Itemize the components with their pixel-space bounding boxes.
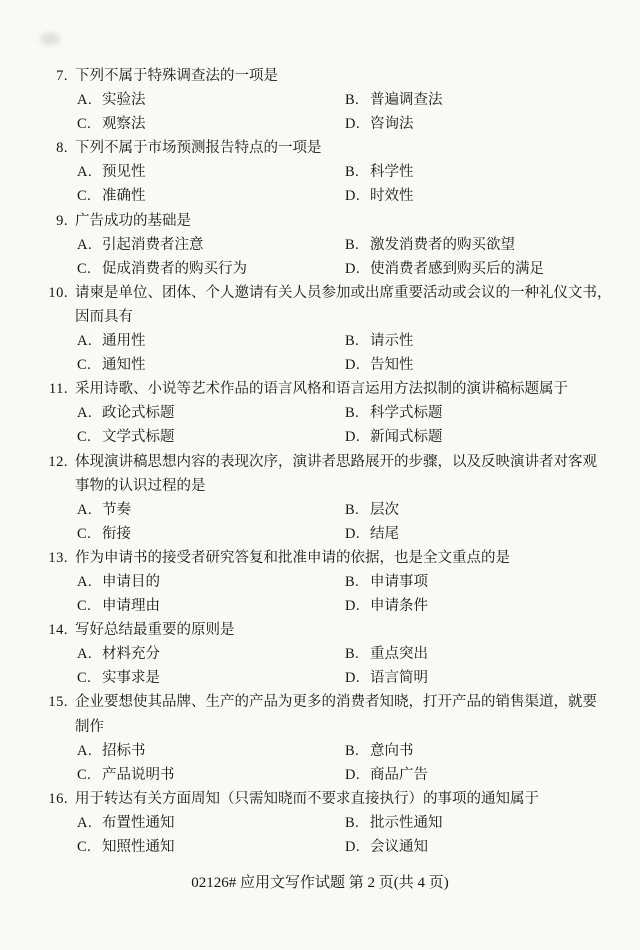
option-text: 节奏 bbox=[102, 501, 131, 518]
option-c bbox=[77, 522, 345, 546]
option-c bbox=[77, 594, 345, 618]
question-15 bbox=[42, 690, 620, 786]
option-text: 科学式标题 bbox=[370, 405, 443, 422]
question-text: 采用诗歌、小说等艺术作品的语言风格和语言运用方法拟制的演讲稿标题属于 bbox=[75, 381, 568, 398]
question-12 bbox=[42, 450, 620, 546]
question-number: 9. bbox=[56, 212, 68, 229]
option-label: A. bbox=[77, 405, 93, 422]
question-number: 13. bbox=[48, 549, 68, 566]
option-b bbox=[345, 739, 414, 763]
option-label: A. bbox=[77, 814, 93, 831]
question-text-continuation: 因而具有 bbox=[75, 308, 133, 325]
question-text: 用于转达有关方面周知（只需知晓而不要求直接执行）的事项的通知属于 bbox=[75, 790, 539, 807]
option-label: C. bbox=[77, 598, 92, 615]
question-text: 企业要想使其品牌、生产的产品为更多的消费者知晓，打开产品的销售渠道，就要 bbox=[75, 694, 597, 711]
option-label: B. bbox=[345, 333, 360, 350]
option-d bbox=[345, 835, 428, 859]
question-number: 12. bbox=[48, 453, 68, 470]
option-text: 普遍调查法 bbox=[370, 92, 443, 109]
question-text-continuation: 事物的认识过程的是 bbox=[75, 477, 206, 494]
option-label: A. bbox=[77, 236, 93, 253]
option-text: 通知性 bbox=[102, 357, 146, 374]
question-11 bbox=[42, 377, 620, 449]
option-d bbox=[345, 112, 414, 136]
question-7 bbox=[42, 64, 620, 136]
option-c bbox=[77, 353, 345, 377]
option-text: 使消费者感到购买后的满足 bbox=[370, 260, 544, 277]
option-label: A. bbox=[77, 646, 93, 663]
option-text: 衔接 bbox=[102, 525, 131, 542]
option-text: 观察法 bbox=[102, 116, 146, 133]
option-label: D. bbox=[345, 357, 361, 374]
option-label: C. bbox=[77, 357, 92, 374]
option-b bbox=[345, 498, 399, 522]
option-label: B. bbox=[345, 814, 360, 831]
option-label: B. bbox=[345, 405, 360, 422]
option-text: 招标书 bbox=[102, 742, 146, 759]
option-label: B. bbox=[345, 646, 360, 663]
option-a bbox=[77, 498, 345, 522]
option-label: C. bbox=[77, 116, 92, 133]
question-9 bbox=[42, 209, 620, 281]
question-number: 14. bbox=[48, 622, 68, 639]
question-number: 16. bbox=[48, 790, 68, 807]
option-label: D. bbox=[345, 429, 361, 446]
option-label: C. bbox=[77, 670, 92, 687]
option-a bbox=[77, 570, 345, 594]
page-footer: 02126# 应用文写作试题 第 2 页(共 4 页) bbox=[191, 875, 449, 891]
option-label: A. bbox=[77, 573, 93, 590]
option-a bbox=[77, 811, 345, 835]
option-text: 批示性通知 bbox=[370, 814, 443, 831]
option-a bbox=[77, 739, 345, 763]
option-text: 申请目的 bbox=[102, 573, 160, 590]
option-b bbox=[345, 401, 443, 425]
option-label: C. bbox=[77, 188, 92, 205]
option-a bbox=[77, 642, 345, 666]
option-text: 咨询法 bbox=[370, 116, 414, 133]
question-text: 下列不属于市场预测报告特点的一项是 bbox=[75, 140, 322, 157]
option-text: 政论式标题 bbox=[102, 405, 175, 422]
option-text: 意向书 bbox=[370, 742, 414, 759]
option-b bbox=[345, 570, 428, 594]
option-label: C. bbox=[77, 260, 92, 277]
option-label: D. bbox=[345, 188, 361, 205]
option-text: 知照性通知 bbox=[102, 839, 175, 855]
option-c bbox=[77, 112, 345, 136]
option-b bbox=[345, 160, 414, 184]
option-text: 新闻式标题 bbox=[370, 429, 443, 446]
question-text: 广告成功的基础是 bbox=[75, 212, 191, 229]
option-c bbox=[77, 763, 345, 787]
option-text: 层次 bbox=[370, 501, 399, 518]
option-text: 商品广告 bbox=[370, 766, 428, 783]
option-text: 重点突出 bbox=[370, 646, 428, 663]
option-text: 申请理由 bbox=[102, 598, 160, 615]
option-label: A. bbox=[77, 501, 93, 518]
option-d bbox=[345, 257, 544, 281]
option-label: B. bbox=[345, 501, 360, 518]
option-label: B. bbox=[345, 573, 360, 590]
option-text: 请示性 bbox=[370, 333, 414, 350]
option-label: B. bbox=[345, 164, 360, 181]
option-b bbox=[345, 88, 443, 112]
option-label: C. bbox=[77, 839, 92, 855]
question-16 bbox=[42, 787, 620, 859]
option-c bbox=[77, 666, 345, 690]
option-text: 通用性 bbox=[102, 333, 146, 350]
option-c bbox=[77, 257, 345, 281]
option-text: 准确性 bbox=[102, 188, 146, 205]
scan-smudge-artifact bbox=[40, 33, 60, 45]
option-label: D. bbox=[345, 260, 361, 277]
option-d bbox=[345, 184, 414, 208]
option-d bbox=[345, 666, 428, 690]
question-text: 写好总结最重要的原则是 bbox=[75, 622, 235, 639]
option-text: 产品说明书 bbox=[102, 766, 175, 783]
option-text: 语言简明 bbox=[370, 670, 428, 687]
option-label: D. bbox=[345, 766, 361, 783]
option-b bbox=[345, 811, 443, 835]
option-b bbox=[345, 642, 428, 666]
option-label: D. bbox=[345, 598, 361, 615]
option-label: C. bbox=[77, 766, 92, 783]
option-d bbox=[345, 522, 399, 546]
option-text: 材料充分 bbox=[102, 646, 160, 663]
option-label: B. bbox=[345, 92, 360, 109]
question-number: 10. bbox=[48, 284, 68, 301]
question-13 bbox=[42, 546, 620, 618]
option-text: 实验法 bbox=[102, 92, 146, 109]
option-label: B. bbox=[345, 236, 360, 253]
option-c bbox=[77, 425, 345, 449]
question-text: 下列不属于特殊调查法的一项是 bbox=[75, 68, 278, 84]
option-b bbox=[345, 329, 414, 353]
question-list bbox=[42, 64, 620, 859]
option-text: 时效性 bbox=[370, 188, 414, 205]
question-text-continuation: 制作 bbox=[75, 718, 104, 735]
question-8 bbox=[42, 136, 620, 208]
option-text: 会议通知 bbox=[370, 839, 428, 855]
option-label: C. bbox=[77, 429, 92, 446]
option-text: 结尾 bbox=[370, 525, 399, 542]
option-a bbox=[77, 160, 345, 184]
option-label: B. bbox=[345, 742, 360, 759]
question-text: 请柬是单位、团体、个人邀请有关人员参加或出席重要活动或会议的一种礼仪文书， bbox=[75, 284, 612, 301]
option-label: D. bbox=[345, 839, 361, 855]
option-text: 实事求是 bbox=[102, 670, 160, 687]
option-label: A. bbox=[77, 164, 93, 181]
option-d bbox=[345, 353, 414, 377]
option-c bbox=[77, 835, 345, 859]
option-text: 激发消费者的购买欲望 bbox=[370, 236, 515, 253]
option-text: 布置性通知 bbox=[102, 814, 175, 831]
option-d bbox=[345, 594, 428, 618]
option-d bbox=[345, 763, 428, 787]
question-14 bbox=[42, 618, 620, 690]
option-a bbox=[77, 233, 345, 257]
option-text: 申请事项 bbox=[370, 573, 428, 590]
question-number: 15. bbox=[48, 694, 68, 711]
option-text: 文学式标题 bbox=[102, 429, 175, 446]
option-text: 申请条件 bbox=[370, 598, 428, 615]
option-text: 预见性 bbox=[102, 164, 146, 181]
option-label: D. bbox=[345, 116, 361, 133]
option-text: 告知性 bbox=[370, 357, 414, 374]
option-text: 促成消费者的购买行为 bbox=[102, 260, 247, 277]
option-c bbox=[77, 184, 345, 208]
option-label: A. bbox=[77, 92, 93, 109]
option-label: C. bbox=[77, 525, 92, 542]
option-a bbox=[77, 329, 345, 353]
option-b bbox=[345, 233, 515, 257]
question-text: 体现演讲稿思想内容的表现次序，演讲者思路展开的步骤，以及反映演讲者对客观 bbox=[75, 453, 597, 470]
option-text: 科学性 bbox=[370, 164, 414, 181]
question-10 bbox=[42, 281, 620, 377]
question-text: 作为申请书的接受者研究答复和批准申请的依据，也是全文重点的是 bbox=[75, 549, 510, 566]
option-a bbox=[77, 88, 345, 112]
option-d bbox=[345, 425, 443, 449]
option-label: A. bbox=[77, 333, 93, 350]
option-label: D. bbox=[345, 525, 361, 542]
option-label: A. bbox=[77, 742, 93, 759]
question-number: 8. bbox=[56, 140, 68, 157]
option-a bbox=[77, 401, 345, 425]
question-number: 7. bbox=[56, 68, 68, 84]
option-text: 引起消费者注意 bbox=[102, 236, 204, 253]
option-label: D. bbox=[345, 670, 361, 687]
question-number: 11. bbox=[48, 381, 68, 398]
